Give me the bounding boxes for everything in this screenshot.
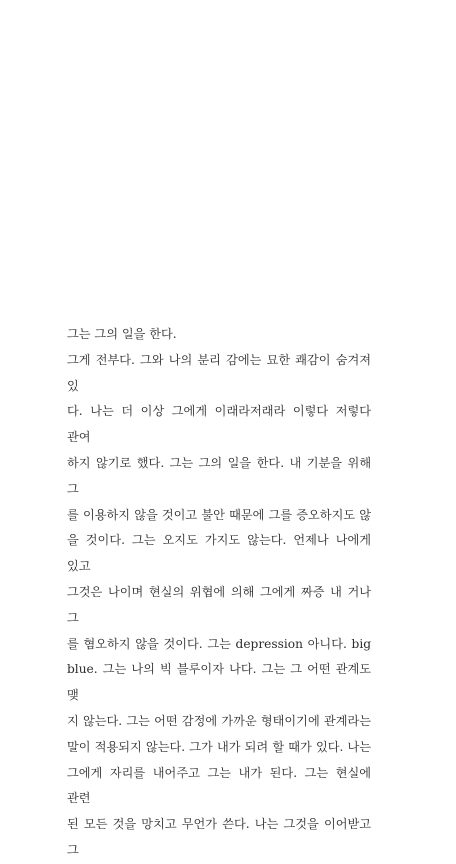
word: 그는 — [261, 662, 286, 677]
word: 형태이기에 — [260, 713, 320, 728]
word: 망치고 — [141, 817, 177, 832]
word: 오지도 — [162, 533, 198, 548]
word: 어떤 — [307, 662, 331, 677]
word: 다. — [67, 404, 83, 419]
word: 맺 — [67, 688, 79, 703]
word: 그것을 — [283, 817, 319, 832]
word: 그 — [290, 662, 303, 677]
word: 감에는 — [226, 352, 262, 367]
word: 나는 — [90, 404, 114, 419]
text-line-12 — [67, 812, 371, 864]
word: 나는 — [254, 817, 279, 832]
word: 있다. — [315, 739, 344, 754]
word: 현실의 — [148, 584, 185, 599]
word: 모든 — [83, 817, 108, 832]
word: 내 — [289, 455, 302, 470]
word: 적용되지 — [94, 739, 142, 754]
text-line-2 — [67, 399, 371, 451]
word: 하지 — [67, 455, 91, 470]
word: 혐오하지 — [83, 636, 131, 651]
word: 쾌감이 — [295, 352, 331, 367]
word: 않는다. — [247, 533, 287, 548]
word: 현실에 — [335, 765, 372, 780]
word: 지 — [67, 713, 79, 728]
word: 있고 — [67, 559, 91, 574]
word: 나의 — [131, 662, 155, 677]
word: 관여 — [67, 430, 91, 445]
word: 때문에 — [229, 507, 265, 522]
word: 않는다. — [82, 713, 123, 728]
word: 아니다. — [307, 636, 347, 651]
word: 묘한 — [266, 352, 291, 367]
word: 일을 — [227, 455, 252, 470]
word: 증오하지도 — [296, 507, 356, 522]
word: 을 — [67, 533, 79, 548]
word: 위해 — [347, 455, 372, 470]
word: 그에게 — [171, 404, 208, 419]
word: 그 — [67, 842, 79, 857]
word: 것을 — [112, 817, 137, 832]
word: 않을 — [134, 507, 158, 522]
word: 이어받고 — [323, 817, 372, 832]
word: 나에게 — [335, 533, 372, 548]
word: 그 — [67, 481, 79, 496]
word: 블루이자 — [176, 662, 224, 677]
word: 자리를 — [109, 765, 146, 780]
text-line-7 — [67, 632, 371, 658]
word: 를 — [67, 507, 79, 522]
word: 이래라저래라 — [214, 404, 286, 419]
word: 내어주고 — [152, 765, 200, 780]
word: 불안 — [201, 507, 225, 522]
text-line-3 — [67, 451, 371, 503]
word: 있 — [67, 378, 79, 393]
word: 그게 — [67, 352, 91, 367]
word: 나의 — [168, 352, 193, 367]
word: 관계라는 — [323, 713, 372, 728]
word: 기분을 — [306, 455, 343, 470]
word: 감정에 — [181, 713, 218, 728]
word: 그는 — [207, 636, 231, 651]
word: depression — [235, 636, 303, 651]
word: 때가 — [288, 739, 312, 754]
word: 빅 — [160, 662, 172, 677]
word: 그에게 — [67, 765, 103, 780]
word: 이용하지 — [82, 507, 131, 522]
word: 않기로 — [96, 455, 132, 470]
word: 된 — [67, 817, 79, 832]
word: 어떤 — [154, 713, 178, 728]
word: 더 — [121, 404, 134, 419]
word: big — [351, 636, 372, 651]
word: 것이다. — [163, 636, 203, 651]
word: 그에게 — [259, 584, 296, 599]
word: 나다. — [229, 662, 257, 677]
word: 가까운 — [221, 713, 257, 728]
word: 나이며 — [107, 584, 144, 599]
text-line-11 — [67, 761, 371, 813]
word: 의해 — [230, 584, 255, 599]
word: 그는 — [131, 533, 156, 548]
word: 이상 — [140, 404, 165, 419]
word: 했다. — [136, 455, 165, 470]
word: 저렇다 — [335, 404, 372, 419]
text-line-5 — [67, 528, 371, 580]
word: 않 — [359, 507, 372, 522]
word: 이렇다 — [292, 404, 329, 419]
word: 짜증 — [300, 584, 325, 599]
word: 그는 — [207, 765, 231, 780]
word: 그것은 — [67, 584, 103, 599]
word: 그는 — [304, 765, 329, 780]
word: 할 — [272, 739, 285, 754]
word: 언제나 — [293, 533, 329, 548]
word: 를 — [67, 636, 79, 651]
word: 무언가 — [181, 817, 218, 832]
text-line-1 — [67, 348, 371, 400]
word: 위협에 — [189, 584, 226, 599]
word: 나는 — [347, 739, 372, 754]
word: 숨겨져 — [335, 352, 372, 367]
word: 그가 — [189, 739, 213, 754]
word: 그와 — [140, 352, 164, 367]
word: 그 — [67, 610, 79, 625]
text-line-8 — [67, 657, 371, 709]
word: 쓴다. — [222, 817, 250, 832]
text-line-6 — [67, 580, 371, 632]
word: 거나 — [347, 584, 372, 599]
paragraph — [67, 348, 371, 864]
word: 내 — [330, 584, 342, 599]
word: 가지도 — [204, 533, 241, 548]
word: 그는 — [126, 713, 150, 728]
word: 전부다. — [95, 352, 135, 367]
word: 내가 — [238, 765, 263, 780]
word: blue. — [67, 662, 98, 677]
word: 그는 — [102, 662, 127, 677]
word: 않을 — [135, 636, 159, 651]
word: 되려 — [244, 739, 269, 754]
word: 것이다. — [85, 533, 125, 548]
text-line-4 — [67, 503, 371, 529]
word: 말이 — [67, 739, 91, 754]
word: 않는다. — [145, 739, 186, 754]
word: 된다. — [269, 765, 298, 780]
word: 한다. — [256, 455, 285, 470]
word: 그는 — [169, 455, 194, 470]
heading-line: 그는 그의 일을 한다. — [67, 327, 177, 341]
text-line-10 — [67, 735, 371, 761]
word: 그의 — [198, 455, 223, 470]
word: 내가 — [216, 739, 241, 754]
word: 관계도 — [335, 662, 372, 677]
text-line-9 — [67, 709, 371, 735]
word: 분리 — [197, 352, 221, 367]
body-text — [67, 322, 371, 864]
word: 것이고 — [161, 507, 198, 522]
word: 관련 — [67, 791, 91, 806]
word: 그를 — [268, 507, 293, 522]
